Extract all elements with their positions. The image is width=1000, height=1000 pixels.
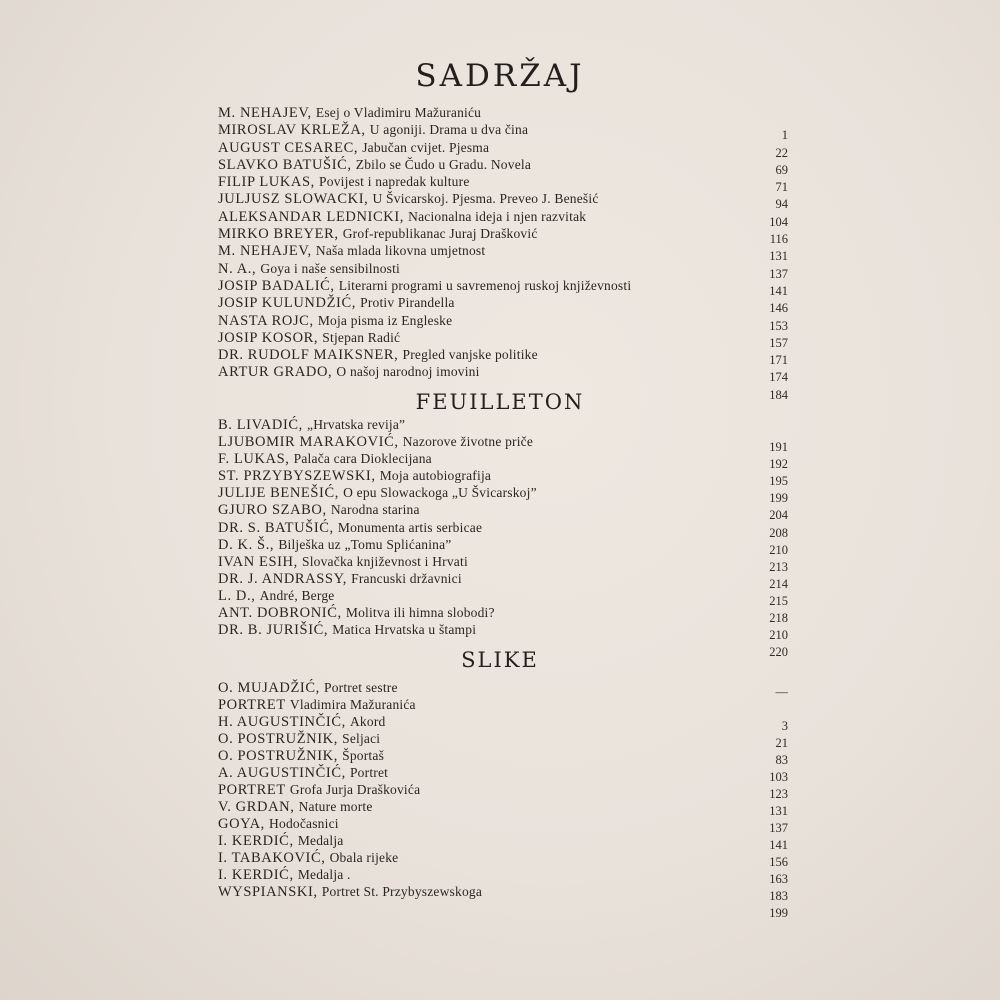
toc-entry: [218, 587, 788, 608]
entry-title: Portret sestre: [324, 680, 398, 695]
entry-title: Grof-republikanac Juraj Drašković: [342, 226, 538, 242]
entry-title: U agoniji. Drama u dva čina: [369, 122, 529, 138]
entry-page: 204: [769, 508, 788, 523]
entry-title: Moja autobiografija: [379, 468, 492, 484]
entry-author: IVAN ESIH,: [218, 553, 298, 570]
entry-page: 163: [769, 872, 788, 886]
toc-entry: [218, 764, 788, 784]
entry-author: M. NEHAJEV,: [218, 243, 312, 260]
entry-page: 103: [769, 770, 788, 784]
toc-entry: [218, 832, 788, 852]
entry-page: 199: [769, 906, 788, 920]
toc-entry: [218, 781, 788, 801]
entry-author: M. NEHAJEV,: [218, 105, 312, 121]
toc-entry: [218, 467, 788, 489]
entry-page: 199: [769, 491, 788, 506]
toc-entry: [218, 416, 788, 433]
entry-author: O. POSTRUŽNIK,: [218, 731, 338, 747]
entry-title: Pregled vanjske politike: [402, 347, 538, 363]
entry-page: 156: [769, 855, 788, 869]
entry-author: DR. B. JURIŠIĆ,: [218, 622, 329, 639]
entry-author: V. GRDAN,: [218, 799, 295, 815]
toc-entry: [218, 696, 788, 713]
toc-entry: [218, 621, 788, 643]
entry-page: 123: [769, 787, 788, 801]
entry-author: SLAVKO BATUŠIĆ,: [218, 156, 352, 173]
entry-author: PORTRET: [218, 697, 286, 713]
entry-author: GOYA,: [218, 816, 265, 832]
entry-page: 215: [769, 593, 788, 608]
toc-entry: [218, 519, 788, 540]
entry-title: André, Berge: [259, 587, 335, 603]
entry-title: Moja pisma iz Engleske: [317, 312, 453, 328]
entry-author: JOSIP KOSOR,: [218, 329, 319, 346]
entry-page: 141: [769, 838, 788, 852]
entry-author: FILIP LUKAS,: [218, 174, 315, 191]
toc-entry: [218, 604, 788, 626]
entry-page: 141: [769, 283, 788, 298]
entry-author: ARTUR GRADO,: [218, 364, 333, 381]
toc-entry: [218, 433, 788, 455]
entry-page: 157: [769, 335, 788, 350]
toc-entry: [218, 121, 788, 143]
entry-author: JOSIP BADALIĆ,: [218, 277, 335, 294]
entry-title: Medalja .: [297, 867, 351, 882]
entry-title: Naša mlada likovna umjetnost: [315, 243, 486, 259]
toc-entry: [218, 900, 788, 920]
entry-author: NASTA ROJC,: [218, 312, 314, 329]
entry-title: Vladimira Mažuranića: [289, 697, 416, 712]
entry-page: 195: [769, 474, 788, 489]
entry-page: 171: [769, 353, 788, 368]
entry-author: I. KERDIĆ,: [218, 833, 294, 849]
entry-author: MIROSLAV KRLEŽA,: [218, 122, 366, 139]
entry-page: 22: [775, 145, 788, 160]
toc-entry: [218, 277, 788, 298]
entry-title: Slovačka književnost i Hrvati: [302, 553, 468, 569]
toc-entry: [218, 536, 788, 557]
entry-page: 214: [769, 576, 788, 591]
toc-entry: [218, 173, 788, 195]
toc-entry: [218, 747, 788, 767]
toc-entry: [218, 484, 788, 506]
entry-author: JOSIP KULUNDŽIĆ,: [218, 295, 356, 312]
entry-author: I. TABAKOVIĆ,: [218, 850, 326, 866]
toc-entry: [218, 450, 788, 472]
entry-author: DR. RUDOLF MAIKSNER,: [218, 347, 399, 364]
entry-title: Nazorove životne priče: [402, 434, 534, 450]
entry-title: Seljaci: [342, 731, 381, 746]
entry-title: Molitva ili himna slobodi?: [345, 605, 495, 621]
toc-entry: [218, 346, 788, 368]
entry-title: Palača cara Dioklecijana: [293, 451, 432, 467]
entry-page: 213: [769, 559, 788, 574]
toc-entry: [218, 156, 788, 177]
entry-author: DR. S. BATUŠIĆ,: [218, 519, 334, 536]
feuilleton-heading: FEUILLETON: [415, 390, 585, 414]
entry-page: 131: [769, 249, 788, 264]
entry-page: 83: [775, 753, 788, 767]
entry-author: O. POSTRUŽNIK,: [218, 748, 338, 764]
toc-entry: [218, 798, 788, 818]
entry-title: Medalja: [297, 833, 344, 848]
entry-author: ALEKSANDAR LEDNICKI,: [218, 208, 404, 225]
toc-entry: [218, 883, 788, 903]
entry-author: I. KERDIĆ,: [218, 867, 294, 883]
entry-title: U Švicarskoj. Pjesma. Preveo J. Benešić: [372, 191, 599, 207]
entry-page: 3: [781, 719, 788, 733]
entry-title: Stjepan Radić: [322, 329, 401, 345]
entry-author: F. LUKAS,: [218, 451, 290, 468]
entry-page: 174: [769, 370, 788, 385]
toc-entry: [218, 553, 788, 574]
entry-title: Jabučan cvijet. Pjesma: [362, 139, 490, 155]
entry-page: —: [775, 685, 788, 699]
entry-title: Nacionalna ideja i njen razvitak: [408, 208, 587, 224]
entry-page: 184: [769, 387, 788, 402]
entry-author: H. AUGUSTINČIĆ,: [218, 714, 346, 730]
entry-page: 21: [775, 736, 788, 750]
entry-author: L. D.,: [218, 587, 256, 604]
entry-page: 153: [769, 318, 788, 333]
entry-page: 137: [769, 266, 788, 281]
toc-entry: [218, 815, 788, 835]
slike-heading: SLIKE: [461, 648, 539, 672]
toc-entry: [218, 139, 788, 160]
entry-title: O našoj narodnoj imovini: [336, 364, 480, 380]
entry-page: 208: [769, 525, 788, 540]
toc-entry: [218, 363, 788, 385]
entry-author: JULIJE BENEŠIĆ,: [218, 485, 339, 502]
entry-author: O. MUJADŽIĆ,: [218, 680, 320, 696]
entry-page: 218: [769, 611, 788, 626]
entry-page: 131: [769, 804, 788, 818]
entry-title: Nature morte: [298, 799, 373, 814]
entry-page: 192: [769, 457, 788, 472]
toc-entry: [218, 190, 788, 212]
toc-entry: [218, 208, 788, 229]
entry-page: 1: [781, 128, 788, 143]
entry-author: N. A.,: [218, 260, 257, 277]
entry-page: 210: [769, 542, 788, 557]
entry-title: Narodna starina: [330, 502, 420, 518]
entry-author: DR. J. ANDRASSY,: [218, 570, 347, 587]
entry-page: 191: [769, 440, 788, 455]
toc-entry: [218, 329, 788, 350]
toc-entry: [218, 294, 788, 316]
entry-page: 116: [769, 232, 788, 247]
entry-title: Matica Hrvatska u štampi: [332, 622, 477, 638]
entry-title: Literarni programi u savremenoj ruskoj književnosti: [338, 277, 632, 293]
entry-title: Portret: [349, 765, 389, 780]
entry-page: 220: [769, 645, 788, 660]
entry-title: O epu Slowackoga „U Švicarskoj”: [343, 485, 537, 501]
toc-entry: [218, 730, 788, 750]
entry-title: Francuski državnici: [351, 570, 462, 586]
toc-entry: [218, 225, 788, 247]
toc-entry: [218, 312, 788, 333]
toc-entry: [218, 242, 788, 264]
entry-page: 71: [775, 180, 788, 195]
entry-page: 104: [769, 214, 788, 229]
entry-title: Hodočasnici: [269, 816, 339, 831]
entry-author: B. LIVADIĆ,: [218, 417, 303, 433]
entry-title: Esej o Vladimiru Mažuraniću: [315, 105, 482, 120]
entry-title: Obala rijeke: [329, 850, 399, 865]
entry-author: A. AUGUSTINČIĆ,: [218, 765, 346, 781]
entry-title: „Hrvatska revija”: [307, 417, 406, 432]
entry-title: Goya i naše sensibilnosti: [260, 260, 401, 276]
toc-entry: [218, 501, 788, 523]
entry-page: 210: [769, 628, 788, 643]
entry-page: 69: [775, 162, 788, 177]
contents-heading: SADRŽAJ: [415, 58, 585, 94]
entry-title: Akord: [349, 714, 386, 729]
toc-entry: [218, 104, 788, 121]
entry-title: Športaš: [342, 748, 385, 763]
entry-author: GJURO SZABO,: [218, 502, 327, 519]
toc-entry: [218, 866, 788, 886]
toc-entry: [218, 679, 788, 699]
entry-author: WYSPIANSKI,: [218, 884, 318, 900]
entry-author: AUGUST CESAREC,: [218, 139, 359, 156]
entry-author: PORTRET: [218, 782, 286, 798]
entry-title: Povijest i napredak kulture: [319, 174, 470, 190]
entry-page: 94: [775, 197, 788, 212]
entry-page: 137: [769, 821, 788, 835]
toc-entry: [218, 713, 788, 733]
entry-author: JULJUSZ SLOWACKI,: [218, 191, 369, 208]
toc-entry: [218, 260, 788, 281]
entry-title: Grofa Jurja Draškovića: [289, 782, 421, 797]
toc-entry: [218, 570, 788, 591]
entry-page: 183: [769, 889, 788, 903]
toc-entry: [218, 849, 788, 869]
entry-title: Bilješka uz „Tomu Splićanina”: [278, 536, 452, 552]
entry-title: Zbilo se Čudo u Gradu. Novela: [355, 156, 532, 172]
entry-author: ANT. DOBRONIĆ,: [218, 605, 342, 622]
slike-list: [218, 679, 788, 920]
entry-author: LJUBOMIR MARAKOVIĆ,: [218, 434, 399, 451]
entry-title: Protiv Pirandella: [360, 295, 455, 311]
entry-author: ST. PRZYBYSZEWSKI,: [218, 468, 376, 485]
entry-title: Monumenta artis serbicae: [337, 519, 483, 535]
entry-title: Portret St. Przybyszewskoga: [321, 884, 483, 899]
entry-author: D. K. Š.,: [218, 536, 275, 553]
entry-page: 146: [769, 301, 788, 316]
entry-author: MIRKO BREYER,: [218, 226, 339, 243]
